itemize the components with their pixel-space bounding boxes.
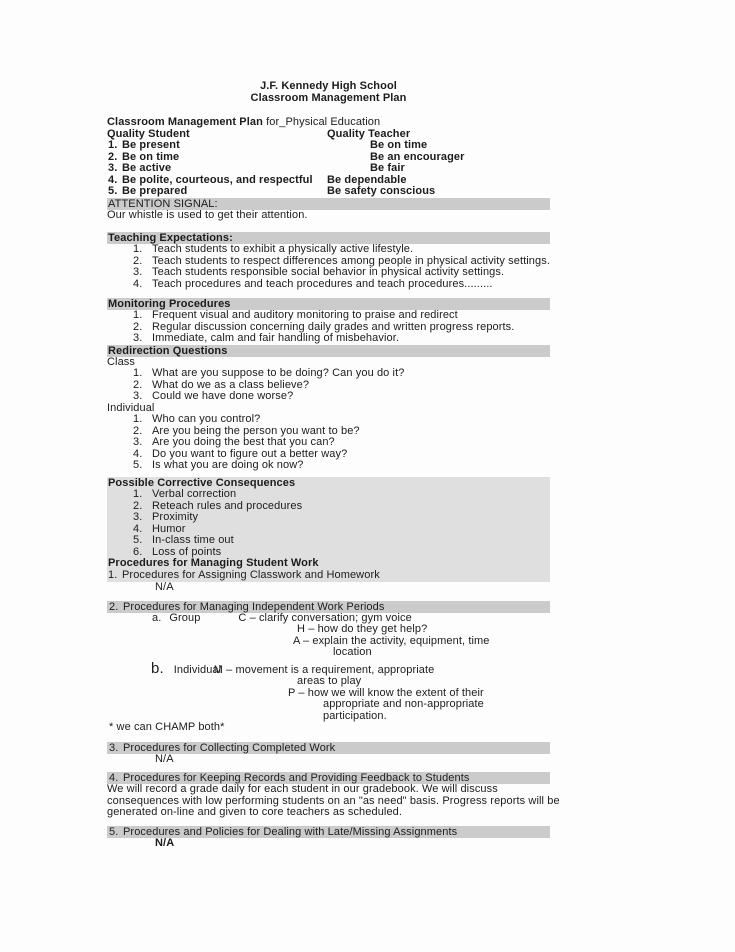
list-item: 2. Teach students to respect differences among people in physical activity settings. xyxy=(133,254,551,267)
individual-p-line2: appropriate and non-appropriate xyxy=(323,698,484,710)
class-label: Class xyxy=(107,355,136,368)
list-item: 5. Is what you are doing ok now? xyxy=(133,459,304,471)
individual-p-line3: participation. xyxy=(323,709,387,722)
list-item: 3. Proximity xyxy=(133,511,199,523)
list-item: 4. Teach procedures and teach procedures and teach procedures......... xyxy=(133,277,493,290)
document-subtitle: Classroom Management Plan xyxy=(250,91,407,104)
list-item: 2. Regular discussion concerning daily grades and written progress reports. xyxy=(133,320,515,333)
teacher-item: Be an encourager xyxy=(370,150,465,163)
teacher-item: Be dependable xyxy=(327,173,407,186)
managing-student-work-header: Procedures for Managing Student Work xyxy=(108,557,319,569)
list-item: 5. In-class time out xyxy=(133,534,234,546)
teacher-item: Be safety conscious xyxy=(327,185,436,197)
teacher-item: Be on time xyxy=(370,139,428,151)
student-item: 3. Be active xyxy=(108,162,172,174)
list-item: 3. Teach students responsible social behavior in physical activity settings. xyxy=(133,266,505,278)
list-item: 3. Could we have done worse? xyxy=(133,390,294,402)
champ-note: * we can CHAMP both* xyxy=(109,721,225,733)
spacer xyxy=(107,290,108,298)
spacer xyxy=(107,734,108,742)
corrective-consequences-block xyxy=(107,477,550,583)
list-item: 3. Are you doing the best that you can? xyxy=(133,436,335,448)
plan-for-label: Classroom Management Plan xyxy=(107,116,263,128)
attention-signal-header-bar: ATTENTION SIGNAL: xyxy=(107,198,550,210)
list-item: 1. Who can you control? xyxy=(133,413,261,425)
student-item: 2. Be on time xyxy=(108,150,180,163)
teacher-item: Be fair xyxy=(370,162,405,174)
attention-signal-body: Our whistle is used to get their attention. xyxy=(107,208,308,221)
list-item: 4. Do you want to figure out a better way? xyxy=(133,447,348,460)
redirection-questions-header-bar: Redirection Questions xyxy=(107,345,550,357)
spacer xyxy=(107,819,108,826)
list-item: 1. Frequent visual and auditory monitoring to praise and redirect xyxy=(133,309,458,321)
quality-columns xyxy=(107,129,563,198)
individual-p-line: P – how we will know the extent of their xyxy=(288,686,484,699)
group-champ-line: a. Group C – clarify conversation; gym voice xyxy=(152,611,412,624)
procedure-5-header-bar: 5. Procedures and Policies for Dealing with Late/Missing Assignments xyxy=(107,826,550,838)
spacer xyxy=(107,765,108,772)
document-content xyxy=(107,81,567,849)
individual-champ-line: b. IndividualM – movement is a requirement, appropriate xyxy=(151,659,435,677)
procedure-2-header-bar: 2. Procedures for Managing Independent Work Periods xyxy=(107,601,550,613)
plan-for-subject: for_Physical Education xyxy=(262,116,381,128)
monitoring-procedures-header-bar: Monitoring Procedures xyxy=(107,298,550,310)
quality-teacher-header: Quality Teacher xyxy=(327,127,411,140)
list-item: 2. Reteach rules and procedures xyxy=(133,499,303,512)
list-item: 2. Are you being the person you want to be? xyxy=(133,424,360,437)
procedure-5-body: N/A xyxy=(155,836,175,849)
procedure-1-body: N/A xyxy=(155,581,174,593)
group-a-line2: location xyxy=(333,646,372,658)
group-h-line: H – how do they get help? xyxy=(297,623,428,635)
procedure-3-body: N/A xyxy=(155,752,174,765)
quality-student-header: Quality Student xyxy=(107,127,190,140)
student-item: 1. Be present xyxy=(108,139,180,151)
student-item: 5. Be prepared xyxy=(108,185,188,197)
group-a-line: A – explain the activity, equipment, time xyxy=(293,634,490,647)
document-title xyxy=(107,81,550,104)
list-item: 1. Teach students to exhibit a physically active lifestyle. xyxy=(133,243,414,255)
list-item: 2. What do we as a class believe? xyxy=(133,378,310,391)
procedure-3-header-bar: 3. Procedures for Collecting Completed Work xyxy=(107,742,550,754)
list-item: 6. Loss of points xyxy=(133,545,222,558)
individual-label: Individual xyxy=(107,401,155,414)
spacer xyxy=(107,221,108,232)
school-name: J.F. Kennedy High School xyxy=(260,80,397,92)
individual-m-line2: areas to play xyxy=(297,675,362,687)
list-item: 1. What are you suppose to be doing? Can you do it? xyxy=(133,367,405,379)
corrective-consequences-header: Possible Corrective Consequences xyxy=(108,476,296,489)
plan-for-line xyxy=(107,117,567,129)
teaching-expectations-header-bar: Teaching Expectations: xyxy=(107,232,550,244)
spacer xyxy=(107,594,108,601)
procedure-1-title: 1. Procedures for Assigning Classwork and Homework xyxy=(108,568,380,581)
list-item: 3. Immediate, calm and fair handling of misbehavior. xyxy=(133,332,400,344)
list-item: 1. Verbal correction xyxy=(133,488,237,500)
procedure-4-header-bar: 4. Procedures for Keeping Records and Providing Feedback to Students xyxy=(107,772,550,784)
list-item: 4. Humor xyxy=(133,522,186,535)
student-item: 4. Be polite, courteous, and respectful xyxy=(108,173,313,186)
procedure-4-body: We will record a grade daily for each student in our gradebook. We will discuss consequences with low performing students on an "as need" basis. Progress reports will be generated on-line and given to core teachers as scheduled. xyxy=(107,783,560,818)
